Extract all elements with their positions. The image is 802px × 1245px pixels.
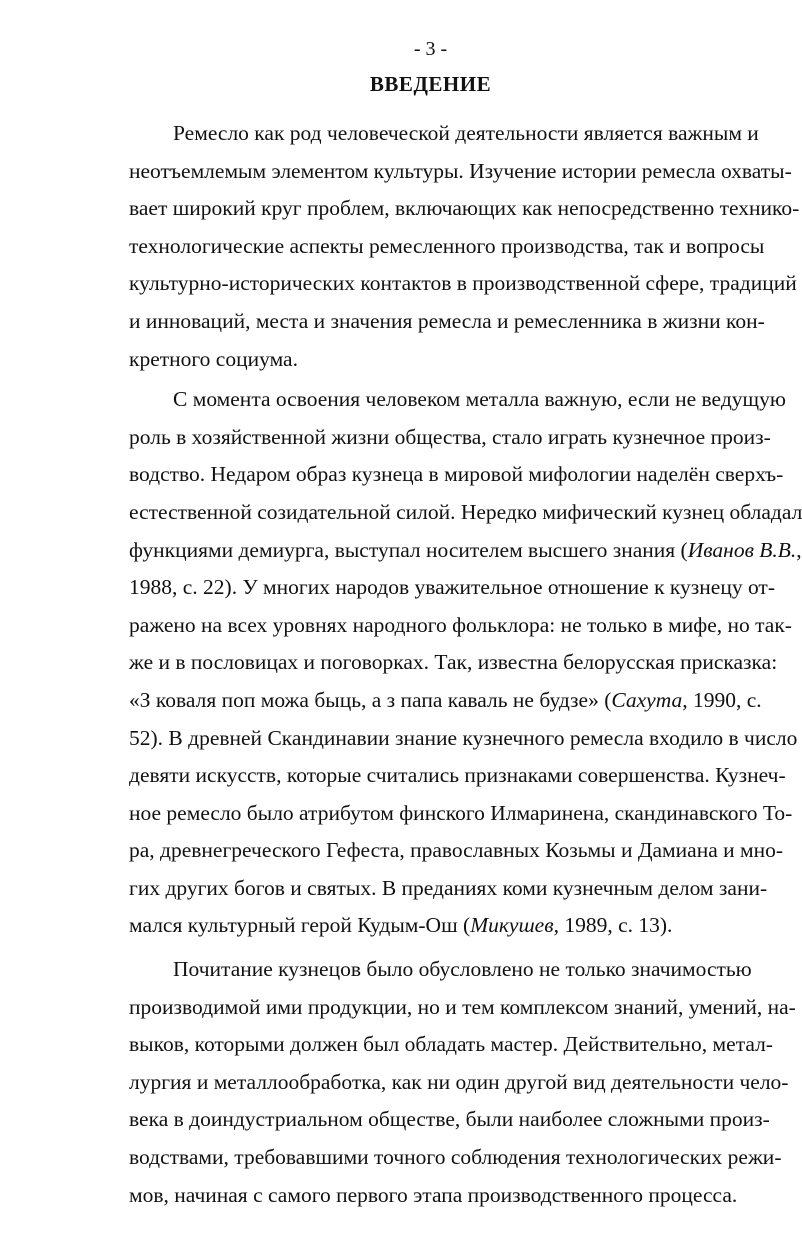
text-run: , 1990, с. <box>682 687 762 712</box>
text-run: функциями демиурга, выступал носителем высшего знания ( <box>129 537 688 562</box>
text-line: естественной созидательной силой. Нередко мифический кузнец обладал <box>129 499 802 524</box>
citation-author: Микушев <box>470 913 554 938</box>
body-text <box>129 115 802 1214</box>
text-line: 52). В древней Скандинавии знание кузнечного ремесла входило в число <box>129 725 798 750</box>
text-line: ное ремесло было атрибутом финского Илмаринена, скандинавского То- <box>129 800 793 825</box>
text-line: С момента освоения человеком металла важную, если не ведущую <box>173 387 786 412</box>
text-line: выков, которыми должен был обладать мастер. Действительно, метал- <box>129 1032 773 1057</box>
text-run: «З коваля поп можа быць, а з папа каваль не будзе» ( <box>129 687 612 712</box>
text-line: технологические аспекты ремесленного производства, так и вопросы <box>129 233 765 258</box>
text-line: производимой ими продукции, но и тем комплексом знаний, умений, на- <box>129 994 796 1019</box>
text-line: гих других богов и святых. В преданиях коми кузнечным делом зани- <box>129 875 768 900</box>
paragraph-1 <box>129 115 800 378</box>
page-number: - 3 - <box>413 38 448 60</box>
citation-author: Сахута <box>611 687 683 712</box>
text-line: культурно-исторических контактов в производственной сфере, традиций <box>129 271 797 296</box>
text-line: девяти искусств, которые считались признаками совершенства. Кузнеч- <box>129 763 786 788</box>
text-line: Ремесло как род человеческой деятельности является важным и <box>173 121 759 145</box>
text-line: же и в пословицах и поговорках. Так, известна белорусская присказка: <box>129 650 778 675</box>
text-line: мов, начиная с самого первого этапа производственного процесса. <box>129 1182 738 1207</box>
text-line: неотъемлемым элементом культуры. Изучение истории ремесла охваты- <box>129 158 792 183</box>
text-line: водствами, требовавшими точного соблюдения технологических режи- <box>129 1145 782 1170</box>
text-line: ражено на всех уровнях народного фольклора: не только в мифе, но так- <box>129 612 792 637</box>
text-line-with-citation <box>129 907 741 945</box>
text-line: лургия и металлообработка, как ни один другой вид деятельности чело- <box>129 1069 789 1094</box>
text-line: водство. Недаром образ кузнеца в мировой мифологии наделён сверхъ- <box>129 462 784 487</box>
text-line-with-citation <box>129 682 762 720</box>
text-line: Почитание кузнецов было обусловлено не только значимостью <box>173 957 752 982</box>
text-line: 1988, с. 22). У многих народов уважительное отношение к кузнецу от- <box>129 575 775 600</box>
text-line: века в доиндустриальном обществе, были наиболее сложными произ- <box>129 1107 770 1132</box>
text-line: ра, древнегреческого Гефеста, православных Козьмы и Дамиана и мно- <box>129 838 784 863</box>
paragraph-2 <box>129 381 802 945</box>
text-run: , <box>796 537 802 562</box>
text-run: мался культурный герой Кудым-Ош ( <box>129 913 471 938</box>
citation-author: Иванов В.В. <box>687 537 797 562</box>
text-line: роль в хозяйственной жизни общества, стало играть кузнечное произ- <box>129 424 771 449</box>
text-line: вает широкий круг проблем, включающих как непосредственно технико- <box>129 196 800 221</box>
paragraph-3 <box>129 951 796 1214</box>
section-heading: ВВЕДЕНИЕ <box>369 72 492 96</box>
text-line: и инноваций, места и значения ремесла и ремесленника в жизни кон- <box>129 308 765 333</box>
text-line: кретного социума. <box>129 346 298 371</box>
text-run: , 1989, с. 13). <box>553 913 673 938</box>
text-line-with-citation <box>129 532 802 570</box>
